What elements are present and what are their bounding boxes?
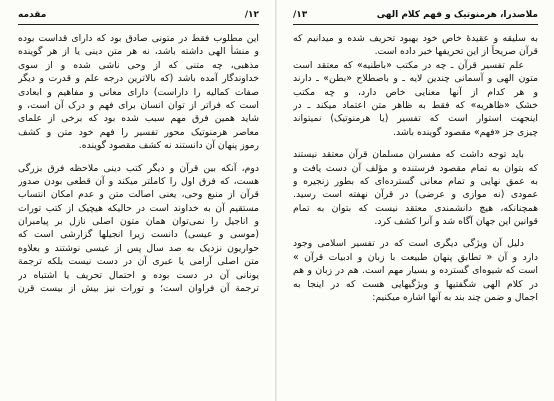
text-line: که بتوان به تمام مقصود فرستنده و مؤلف آن دست یافت و xyxy=(293,162,538,174)
left-page-body xyxy=(18,32,259,295)
text-line: رموز پنهان آن دانستند نه کشف مقصود گوینده. xyxy=(78,140,259,152)
paragraph-gap xyxy=(18,153,259,162)
text-line: چیزی جز «فهم» مقصود گوینده باشد. xyxy=(392,126,538,138)
text-line: همچنانکه، هیچ دانشمندی معتقد نیست که بتوان به تمام xyxy=(293,202,538,214)
text-line: دارد و آن « تطابق پنهان طبیعت با زبان و ادبیات قرآن » xyxy=(293,251,538,263)
text-line: یونانی آن در دست بوده و احتمال تحریف یا اشتباه در xyxy=(18,269,259,281)
right-page-body xyxy=(293,32,538,304)
text-line: معاصر هرمنوتیک محور تفسیر را فهم خود متن و کشف xyxy=(18,126,259,138)
text-line: شاید همین فرق مهم سبب شده بود که برخی از علمای xyxy=(18,113,259,125)
paragraph-gap xyxy=(293,228,538,237)
text-line: علم تفسیر قرآن ـ چه در مکتب «باطنیه» که معتقد است xyxy=(293,59,524,71)
right-page-number: ۱۳/ xyxy=(293,10,308,20)
text-line: خداوندگار آمده باشد (که بالاترین درجه علم و قدرت و دیگر xyxy=(18,73,259,85)
text-line: است که فراتر از توان انسان برای فهم و درک آن است، و xyxy=(18,99,259,111)
right-page-title: ملاصدرا، هرمنوتیک و فهم کلام الهی xyxy=(376,10,538,20)
text-line: (موسی و عیسی) دانست زیرا انجیلها گزارشی است که xyxy=(18,229,259,241)
text-line: در کلام الهی شگفتیها و ویژگیهایی هست که در اینجا به xyxy=(293,278,538,290)
text-line: اینجهت استوار است که تفسیر (یا هرمنوتیک) نمیتواند xyxy=(293,113,538,125)
text-line: و منشأ الهی داشته باشد، نه هر متن دینی یا از هر گوینده xyxy=(18,46,259,58)
text-line: عمودی (نه موازی و عرضی) در قرآن نهفته است رسید. xyxy=(293,189,538,201)
paragraph-gap xyxy=(293,139,538,148)
text-line: اجمال و ضمن چند بند به آنها اشاره میکنیم: xyxy=(372,292,538,304)
text-line: صفات کمالیه را داراست) دارای معانی و مفاهیم و ابعادی xyxy=(18,86,259,98)
text-line: و اناجیل را نمی‌توان همان متون اصلی نازل بر پیامبران xyxy=(18,216,259,228)
text-line: خشک «ظاهریه» که فقط به ظاهر متن اعتماد میکند ـ در xyxy=(293,99,538,111)
text-line: حواریون نزدیک به صد سال پس از عیسی نوشتند و بعلاوه xyxy=(18,242,259,254)
right-page xyxy=(277,0,554,401)
text-line: قرآن صریحاً از این تحریفها خبر داده است. xyxy=(374,46,538,58)
left-page-header xyxy=(18,8,259,25)
text-line: متون الهی و آسمانی چندین لایه ـ و باصطلاح «بطن» ـ دارند xyxy=(293,73,538,85)
text-line: متن اصلی آرامی یا عبری آن در دست نیست بلکه ترجمة xyxy=(18,256,259,268)
text-line: مذهبی، چه متنی که از وحی ناشی شده و از سوی xyxy=(18,59,259,71)
right-page-header xyxy=(293,8,538,25)
text-line: قرآن از منبع وحی، یعنی اصالت متن و عدم امکان انتساب xyxy=(18,189,259,201)
text-line: باید توجه داشت که مفسران مسلمان قرآن معتقد نیستند xyxy=(293,149,524,161)
text-line: قوانین این جهان آگاه شد و آنرا کشف کرد. xyxy=(374,216,538,228)
text-line: هست، که فرق اول را کاملتر میکند و آن قطعی بودن صدور xyxy=(18,175,259,187)
left-page-title: مقدمه xyxy=(18,10,47,20)
left-page-number: ۱۲/ xyxy=(244,10,259,20)
text-line: به عمق نهایی و تمام معانی گسترده‌ای که بطور زنجیره و xyxy=(293,175,538,187)
text-line: این مطلوب فقط در متونی صادق بود که دارای قداست بوده xyxy=(18,33,259,44)
text-line: ترجمة آن فراوان است؛ و تورات نیز بیش از بیست قرن xyxy=(18,283,259,295)
text-line: دلیل آن ویژگی دیگری است که در تفسیر اسلامی وجود xyxy=(293,238,524,250)
text-line: و هر کدام از آنها معنایی خاص دارد، و چه مکتب xyxy=(293,86,538,98)
text-line: دوم، آنکه بین قرآن و دیگر کتب دینی ملاحظه فرق بزرگی xyxy=(18,162,259,174)
text-line: مستقیم آن به خداوند است در حالیکه هیچیک از کتب تورات xyxy=(18,202,259,214)
text-line: به سلیقه و عقیدهٔ خاص خود بهبود تحریف شده و میدانیم که xyxy=(293,33,538,44)
text-line: است که شیوه‌ای گسترده و بسیار مهم است. هم در زبان و هم xyxy=(293,265,538,277)
